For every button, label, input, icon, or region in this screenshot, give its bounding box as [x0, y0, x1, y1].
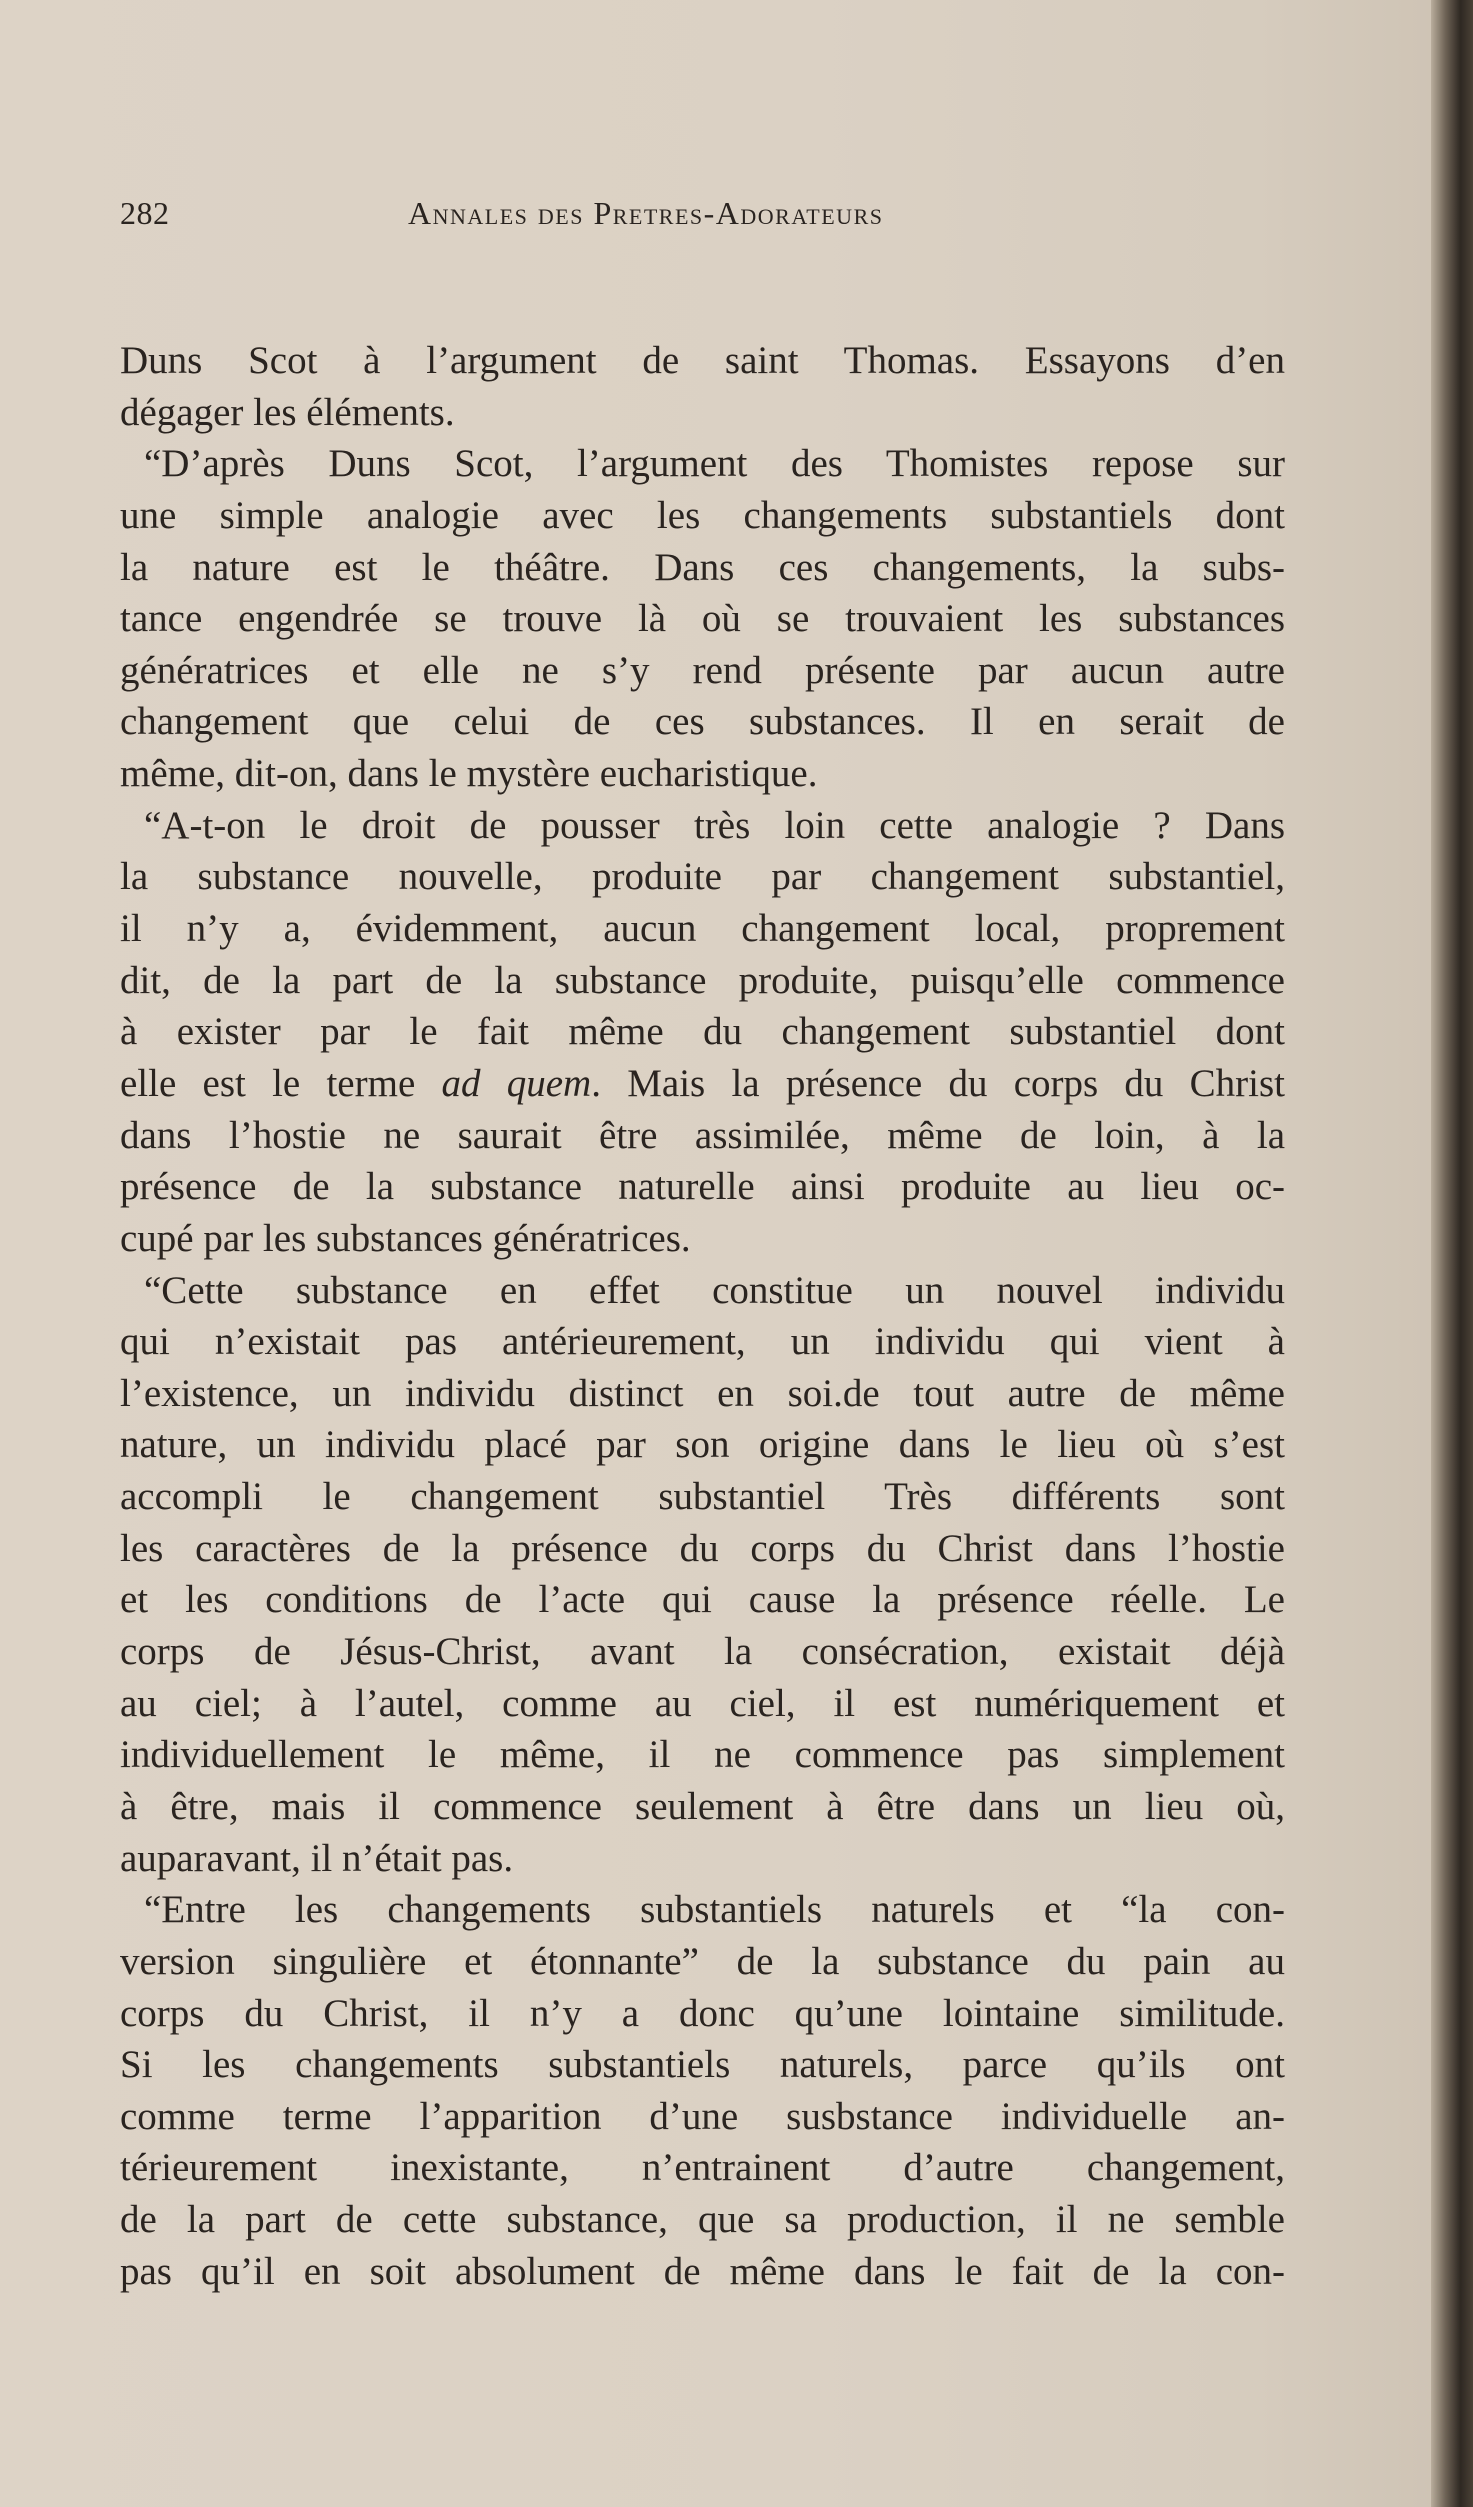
- text-line: accompli le changement substantiel Très différents sont: [120, 1475, 1285, 1519]
- page-header: [120, 195, 1285, 235]
- text-line: génératrices et elle ne s’y rend présente par aucun autre: [120, 648, 1285, 692]
- text-line: la nature est le théâtre. Dans ces changements, la subs-: [120, 545, 1285, 589]
- text-line: pas qu’il en soit absolument de même dans le fait de la con-: [120, 2249, 1285, 2293]
- page-number: 282: [120, 195, 170, 231]
- text-line: même, dit-on, dans le mystère eucharistique.: [120, 752, 818, 796]
- text-line: nature, un individu placé par son origine dans le lieu où s’est: [120, 1423, 1285, 1467]
- text-line: comme terme l’apparition d’une susbstance individuelle an-: [120, 2094, 1285, 2138]
- text-line: dégager les éléments.: [120, 390, 455, 434]
- text-line: corps du Christ, il n’y a donc qu’une lointaine similitude.: [120, 1991, 1285, 2035]
- text-line: elle est le terme ad quem. Mais la présence du corps du Christ: [120, 1061, 1286, 1105]
- text-line: à exister par le fait même du changement substantiel dont: [120, 1010, 1285, 1054]
- text-line: version singulière et étonnante” de la substance du pain au: [120, 1939, 1285, 1983]
- text-line: dit, de la part de la substance produite, puisqu’elle commence: [120, 958, 1285, 1002]
- text-line: qui n’existait pas antérieurement, un individu qui vient à: [120, 1320, 1285, 1364]
- text-line: Duns Scot à l’argument de saint Thomas. Essayons d’en: [120, 339, 1285, 382]
- text-line: Si les changements substantiels naturels, parce qu’ils ont: [120, 2043, 1285, 2087]
- text-line: “Cette substance en effet constitue un nouvel individu: [144, 1268, 1285, 1312]
- text-line: “A-t-on le droit de pousser très loin cette analogie ? Dans: [144, 803, 1285, 847]
- text-line: individuellement le même, il ne commence pas simplement: [120, 1733, 1285, 1777]
- text-line: à être, mais il commence seulement à être dans un lieu où,: [120, 1784, 1285, 1828]
- text-line: térieurement inexistante, n’entrainent d’autre changement,: [120, 2146, 1285, 2190]
- text-line: au ciel; à l’autel, comme au ciel, il est numériquement et: [120, 1681, 1285, 1725]
- running-title: Annales des Pretres-Adorateurs: [408, 195, 884, 231]
- text-line: cupé par les substances génératrices.: [120, 1216, 691, 1260]
- text-line: les caractères de la présence du corps du Christ dans l’hostie: [120, 1526, 1285, 1570]
- text-line: une simple analogie avec les changements substantiels dont: [120, 493, 1285, 537]
- text-line: dans l’hostie ne saurait être assimilée, même de loin, à la: [120, 1113, 1285, 1157]
- text-line: et les conditions de l’acte qui cause la présence réelle. Le: [120, 1578, 1285, 1622]
- book-spine-edge: [1431, 0, 1473, 2507]
- text-line: “D’après Duns Scot, l’argument des Thomistes repose sur: [144, 442, 1285, 486]
- text-line: corps de Jésus-Christ, avant la consécration, existait déjà: [120, 1630, 1285, 1674]
- text-line: présence de la substance naturelle ainsi produite au lieu oc-: [120, 1165, 1285, 1209]
- text-line: la substance nouvelle, produite par changement substantiel,: [120, 855, 1285, 899]
- italic-phrase: ad quem: [441, 1061, 592, 1105]
- text-line: auparavant, il n’était pas.: [120, 1836, 514, 1880]
- body-text: [120, 335, 1285, 2297]
- text-line: tance engendrée se trouve là où se trouvaient les substances: [120, 597, 1285, 641]
- text-line: il n’y a, évidemment, aucun changement local, proprement: [120, 907, 1285, 951]
- text-line: changement que celui de ces substances. Il en serait de: [120, 700, 1285, 744]
- text-line: l’existence, un individu distinct en soi.de tout autre de même: [120, 1371, 1285, 1415]
- text-line: “Entre les changements substantiels naturels et “la con-: [144, 1888, 1285, 1932]
- text-line: de la part de cette substance, que sa production, il ne semble: [120, 2198, 1285, 2242]
